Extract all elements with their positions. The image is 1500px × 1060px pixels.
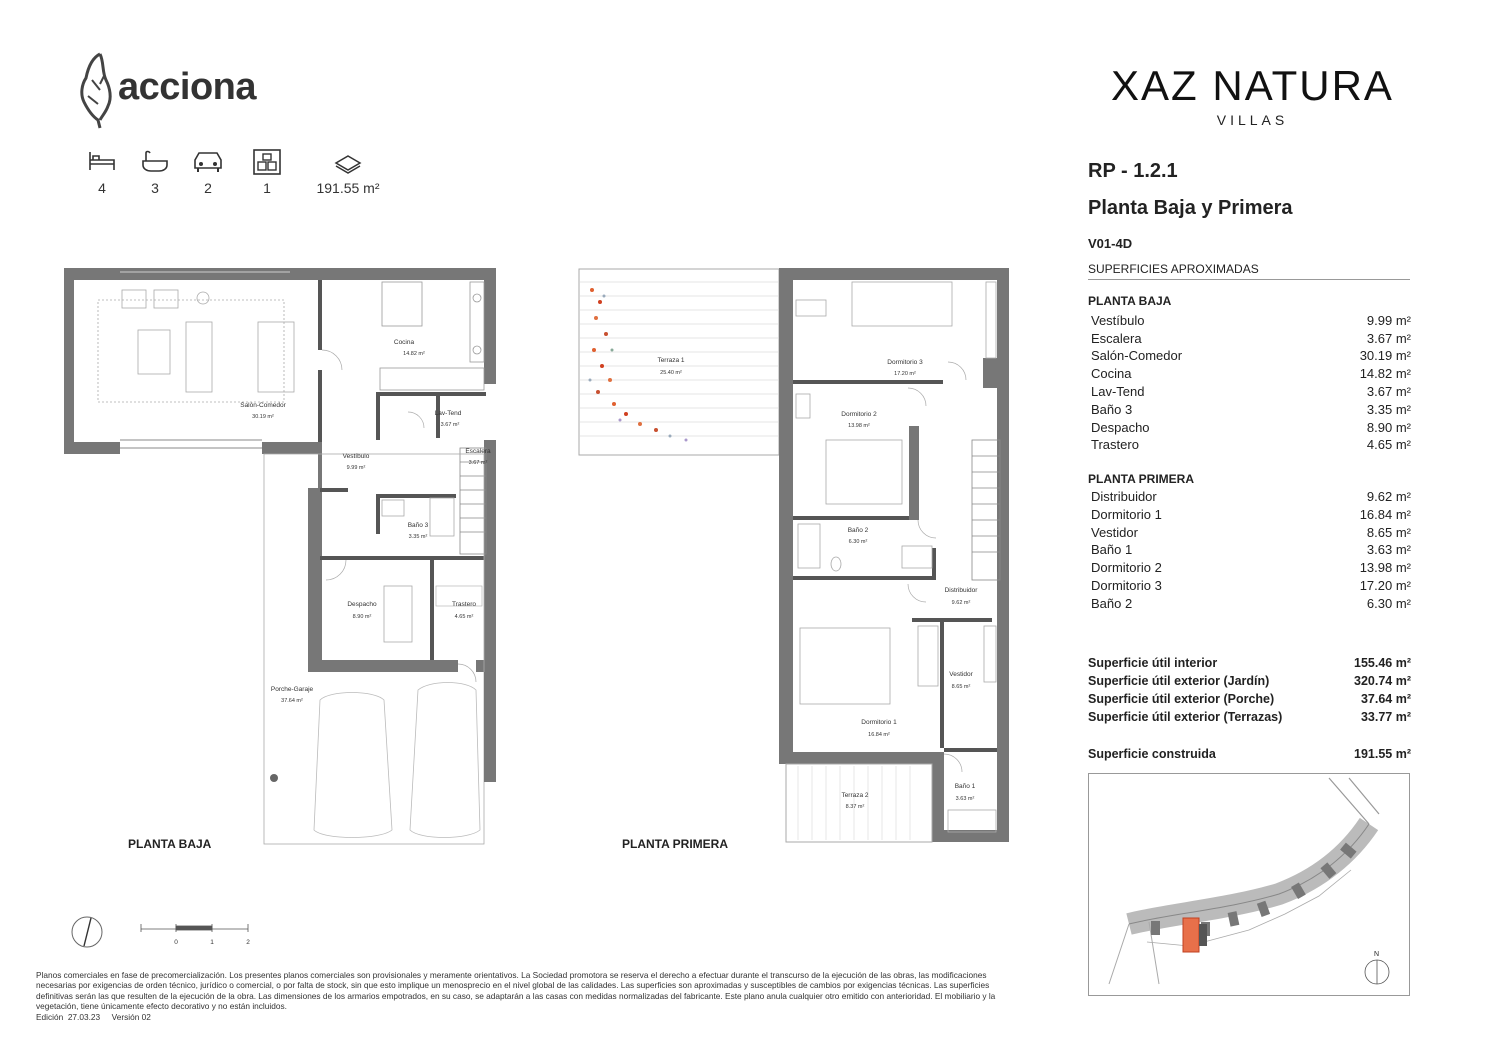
- area-row-name: Trastero: [1091, 437, 1139, 452]
- room-area: 14.82 m²: [403, 351, 425, 357]
- area-row-value: 9.99 m²: [1366, 313, 1411, 328]
- area-row-value: 8.65 m²: [1366, 525, 1411, 540]
- room-name: Vestíbulo: [342, 453, 370, 460]
- area-row-value: 8.90 m²: [1366, 420, 1411, 435]
- total-row: [1088, 708, 1411, 726]
- room-name: Vestidor: [949, 671, 973, 678]
- room-name: Cocina: [393, 339, 415, 346]
- planta-primera-plan: [579, 268, 1009, 842]
- project-title: XAZ NATURA: [1111, 62, 1394, 109]
- scale-tick: 1: [210, 939, 214, 946]
- area-row-value: 3.63 m²: [1366, 542, 1411, 557]
- room-name: Baño 1: [954, 783, 976, 790]
- built-name: Superficie construida: [1088, 747, 1216, 761]
- area-row-value: 13.98 m²: [1359, 560, 1411, 575]
- logo-wordmark: acciona: [118, 66, 257, 108]
- total-name: Superficie útil interior: [1088, 656, 1218, 670]
- area-row-name: Dormitorio 3: [1091, 578, 1162, 593]
- storage-count: 1: [263, 180, 271, 196]
- section-planta-baja: PLANTA BAJA: [1088, 294, 1172, 308]
- parking-count: 2: [204, 180, 212, 196]
- room-name: Dormitorio 1: [861, 719, 897, 726]
- area-row-name: Salón-Comedor: [1091, 348, 1183, 363]
- area-row: [1091, 559, 1411, 576]
- area-row: [1091, 436, 1411, 453]
- area-row-value: 3.67 m²: [1366, 331, 1411, 346]
- scale-bar: [141, 924, 248, 932]
- unit-code: RP - 1.2.1: [1088, 160, 1178, 182]
- area-row: [1091, 577, 1411, 594]
- room-area: 6.30 m²: [848, 539, 868, 545]
- area-row-value: 4.65 m²: [1366, 437, 1411, 452]
- room-area: 9.99 m²: [346, 465, 366, 471]
- area-row: [1091, 312, 1411, 329]
- scale-tick: 2: [246, 939, 250, 946]
- area-row-name: Cocina: [1091, 366, 1132, 381]
- area-row-value: 6.30 m²: [1366, 596, 1411, 611]
- total-row: [1088, 690, 1411, 708]
- area-row: [1091, 419, 1411, 436]
- planta-baja-plan: [64, 268, 496, 844]
- edition-text: Edición 27.03.23 Versión 02: [36, 1011, 151, 1022]
- planter-vegetation: [589, 288, 688, 442]
- room-name: Lav-Tend: [434, 410, 462, 417]
- scale-tick: 0: [174, 939, 178, 946]
- total-area: 191.55 m²: [316, 180, 380, 196]
- total-value: 155.46 m²: [1354, 656, 1411, 670]
- room-name: Escalera: [465, 448, 491, 455]
- room-name: Salón-Comedor: [240, 402, 286, 409]
- room-area: 8.37 m²: [845, 804, 865, 810]
- project-subtitle: VILLAS: [1216, 112, 1289, 128]
- disclaimer-text: Planos comerciales en fase de precomercialización. Los presentes planos comerciales son provisionales y meramente orientativos. La Sociedad promotora se reserva el derecho a efectuar durante el transcurso de la ejecución de las obras, las modificaciones necesarias por exigencias de orden técnico, jurídico o comercial, o por falta de stock, sin que esto implique un menosprecio en el nivel global de las calidades. Las superficies son aproximadas y susceptibles de cambios por exigencias técnicas. Las superficies definitivas serán las que resulten de la ejecución de la obra. Las dimensiones de los armarios empotrados, en su caso, se adaptarán a las casas con medidas normalizadas del fabricante. Este plano anula cualquier otro emitido con anterioridad. El mobiliario y la vegetación, tiene únicamente efecto decorativo y no están incluidos.: [36, 970, 996, 1012]
- room-name: Despacho: [347, 601, 377, 608]
- room-area: 3.67 m²: [440, 422, 460, 428]
- area-row: [1091, 541, 1411, 558]
- bathrooms-count: 3: [151, 180, 159, 196]
- area-row-value: 30.19 m²: [1359, 348, 1411, 363]
- section-planta-primera: PLANTA PRIMERA: [1088, 472, 1194, 486]
- area-row: [1091, 365, 1411, 382]
- room-area: 17.20 m²: [894, 371, 916, 377]
- area-row-name: Dormitorio 2: [1091, 560, 1162, 575]
- project-brand: [1090, 62, 1415, 128]
- total-row: [1088, 654, 1411, 672]
- total-value: 37.64 m²: [1360, 692, 1411, 706]
- site-location-map: [1088, 773, 1410, 996]
- built-value: 191.55 m²: [1354, 747, 1411, 761]
- area-row-name: Despacho: [1091, 420, 1150, 435]
- total-name: Superficie útil exterior (Porche): [1088, 692, 1275, 706]
- room-name: Trastero: [452, 601, 476, 608]
- built-area-row: [1088, 745, 1411, 763]
- north-arrow-icon: [72, 917, 102, 947]
- room-area: 8.65 m²: [951, 684, 971, 690]
- room-name: Porche-Garaje: [270, 686, 314, 693]
- area-row: [1091, 524, 1411, 541]
- area-row-name: Baño 1: [1091, 542, 1133, 557]
- total-name: Superficie útil exterior (Jardín): [1088, 674, 1270, 688]
- room-name: Terraza 1: [657, 357, 685, 364]
- area-row-value: 16.84 m²: [1359, 507, 1411, 522]
- total-value: 320.74 m²: [1354, 674, 1411, 688]
- area-row-name: Distribuidor: [1091, 489, 1157, 504]
- room-area: 3.67 m²: [468, 460, 488, 466]
- plan-label-primera: PLANTA PRIMERA: [622, 837, 728, 851]
- room-area: 13.98 m²: [848, 423, 870, 429]
- area-row-name: Dormitorio 1: [1091, 507, 1162, 522]
- area-row: [1091, 347, 1411, 364]
- room-area: 37.64 m²: [281, 698, 303, 704]
- room-area: 8.90 m²: [352, 614, 372, 620]
- room-area: 30.19 m²: [252, 414, 274, 420]
- room-area: 25.40 m²: [660, 370, 682, 376]
- room-area: 9.62 m²: [951, 600, 971, 606]
- area-row-name: Vestidor: [1091, 525, 1138, 540]
- room-name: Dormitorio 3: [887, 359, 923, 366]
- area-row: [1091, 506, 1411, 523]
- total-value: 33.77 m²: [1360, 710, 1411, 724]
- room-name: Baño 2: [847, 527, 869, 534]
- area-row: [1091, 330, 1411, 347]
- room-name: Distribuidor: [944, 587, 978, 594]
- room-name: Baño 3: [407, 522, 429, 529]
- total-row: [1088, 672, 1411, 690]
- area-row-name: Escalera: [1091, 331, 1142, 346]
- area-row-name: Lav-Tend: [1091, 384, 1145, 399]
- total-name: Superficie útil exterior (Terrazas): [1088, 710, 1283, 724]
- plan-title: Planta Baja y Primera: [1088, 197, 1293, 219]
- room-area: 16.84 m²: [868, 732, 890, 738]
- bedrooms-count: 4: [98, 180, 106, 196]
- area-row: [1091, 595, 1411, 612]
- north-label: N: [1374, 951, 1380, 958]
- area-row-value: 3.67 m²: [1366, 384, 1411, 399]
- room-area: 4.65 m²: [454, 614, 474, 620]
- area-row-value: 14.82 m²: [1359, 366, 1411, 381]
- room-area: 3.63 m²: [955, 796, 975, 802]
- room-name: Dormitorio 2: [841, 411, 877, 418]
- area-row: [1091, 488, 1411, 505]
- area-row-value: 3.35 m²: [1366, 402, 1411, 417]
- unit-highlight: [1183, 918, 1199, 952]
- room-name: Terraza 2: [841, 792, 869, 799]
- area-row-value: 9.62 m²: [1366, 489, 1411, 504]
- area-row-name: Baño 3: [1091, 402, 1133, 417]
- approx-surfaces-heading: SUPERFICIES APROXIMADAS: [1088, 262, 1410, 280]
- legal-disclaimer: [36, 970, 1021, 1022]
- area-row-value: 17.20 m²: [1359, 578, 1411, 593]
- area-row-name: Vestíbulo: [1091, 313, 1145, 328]
- plan-label-baja: PLANTA BAJA: [128, 837, 212, 851]
- variant-code: V01-4D: [1088, 236, 1133, 251]
- area-row: [1091, 401, 1411, 418]
- area-row-name: Baño 2: [1091, 596, 1133, 611]
- area-row: [1091, 383, 1411, 400]
- room-area: 3.35 m²: [408, 534, 428, 540]
